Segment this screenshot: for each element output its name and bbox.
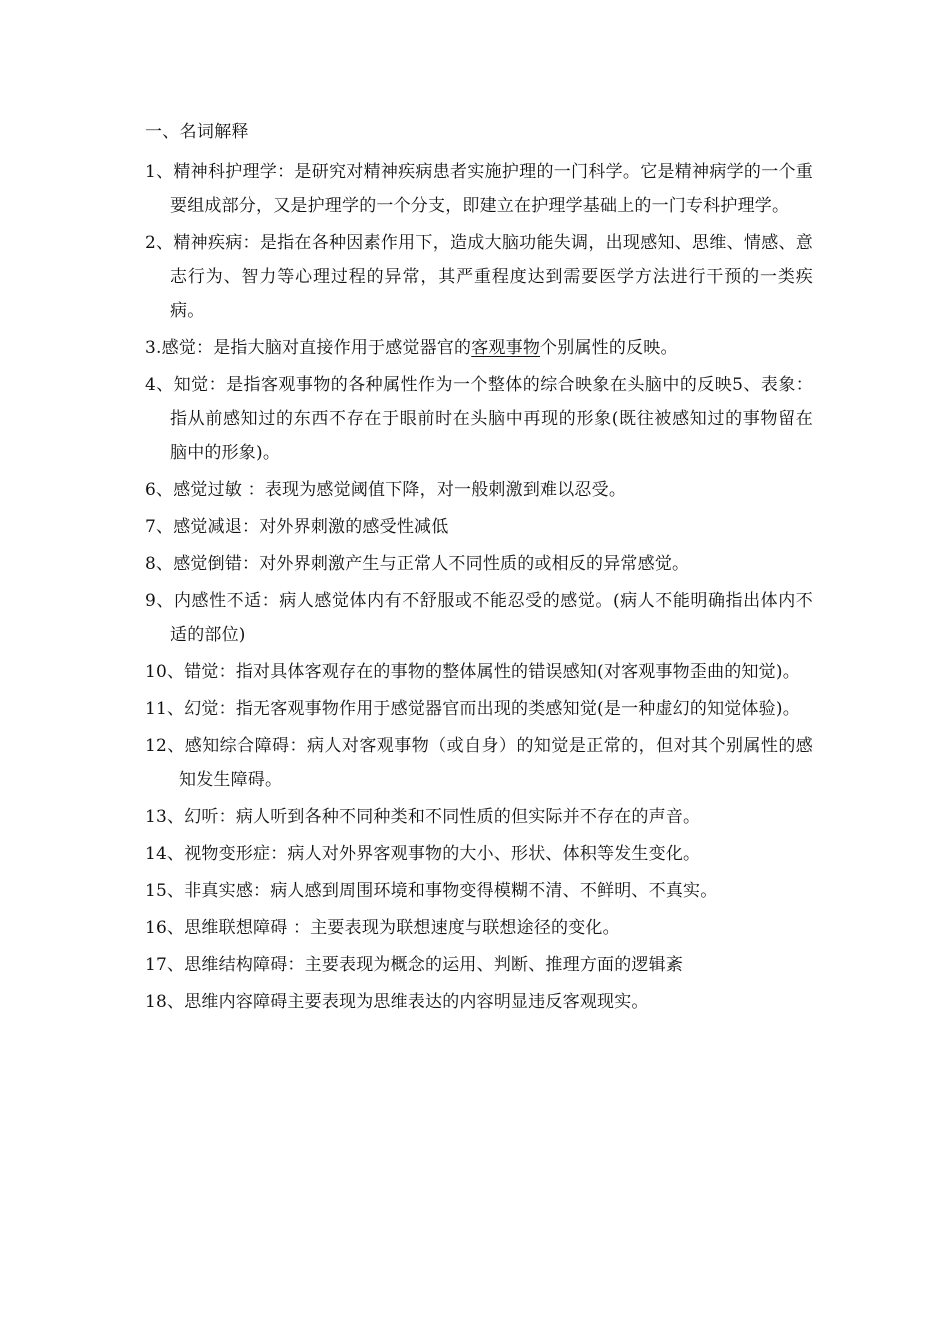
definition-item-18: 18、思维内容障碍主要表现为思维表达的内容明显违反客观现实。 bbox=[145, 992, 649, 1012]
underlined-term: 客观事物 bbox=[471, 338, 541, 358]
definition-item-8: 8、感觉倒错：对外界刺激产生与正常人不同性质的或相反的异常感觉。 bbox=[145, 554, 690, 574]
definition-item-6: 6、感觉过敏 ：表现为感觉阈值下降，对一般刺激到难以忍受。 bbox=[145, 480, 627, 500]
definition-item-9: 9、内感性不适：病人感觉体内有不舒服或不能忍受的感觉。(病人不能明确指出体内不适的部位) bbox=[145, 591, 813, 645]
definition-item-3 bbox=[145, 331, 813, 365]
definition-item-16: 16、思维联想障碍 ：主要表现为联想速度与联想途径的变化。 bbox=[145, 918, 620, 938]
definition-item-1: 1、精神科护理学：是研究对精神疾病患者实施护理的一门科学。它是精神病学的一个重要组成部分，又是护理学的一个分支，即建立在护理学基础上的一门专科护理学。 bbox=[145, 162, 813, 216]
definition-item-4: 4、知觉：是指客观事物的各种属性作为一个整体的综合映象在头脑中的反映5、表象：指从前感知过的东西不存在于眼前时在头脑中再现的形象(既往被感知过的事物留在脑中的形象)。 bbox=[145, 375, 813, 463]
definition-item-7: 7、感觉减退：对外界刺激的感受性减低 bbox=[145, 517, 449, 537]
definition-item-10: 10、错觉：指对具体客观存在的事物的整体属性的错误感知(对客观事物歪曲的知觉)。 bbox=[145, 662, 800, 682]
definition-item-2: 2、精神疾病：是指在各种因素作用下，造成大脑功能失调，出现感知、思维、情感、意志行为、智力等心理过程的异常，其严重程度达到需要医学方法进行干预的一类疾病。 bbox=[145, 233, 813, 321]
definition-item-15: 15、非真实感：病人感到周围环境和事物变得模糊不清、不鲜明、不真实。 bbox=[145, 881, 718, 901]
definition-item-12: 12、感知综合障碍：病人对客观事物（或自身）的知觉是正常的，但对其个别属性的感知发生障碍。 bbox=[145, 736, 813, 790]
definition-item-13: 13、幻听：病人听到各种不同种类和不同性质的但实际并不存在的声音。 bbox=[145, 807, 701, 827]
definition-item-3-tail: 个别属性的反映。 bbox=[540, 338, 678, 358]
definition-item-14: 14、视物变形症：病人对外界客观事物的大小、形状、体积等发生变化。 bbox=[145, 844, 701, 864]
section-heading: 一、名词解释 bbox=[145, 122, 249, 142]
definition-item-11: 11、幻觉：指无客观事物作用于感觉器官而出现的类感知觉(是一种虚幻的知觉体验)。 bbox=[145, 699, 800, 719]
definition-item-17: 17、思维结构障碍：主要表现为概念的运用、判断、推理方面的逻辑紊 bbox=[145, 955, 684, 975]
definition-item-3-text: 3.感觉：是指大脑对直接作用于感觉器官的 bbox=[145, 338, 472, 358]
document-page bbox=[145, 118, 813, 1022]
